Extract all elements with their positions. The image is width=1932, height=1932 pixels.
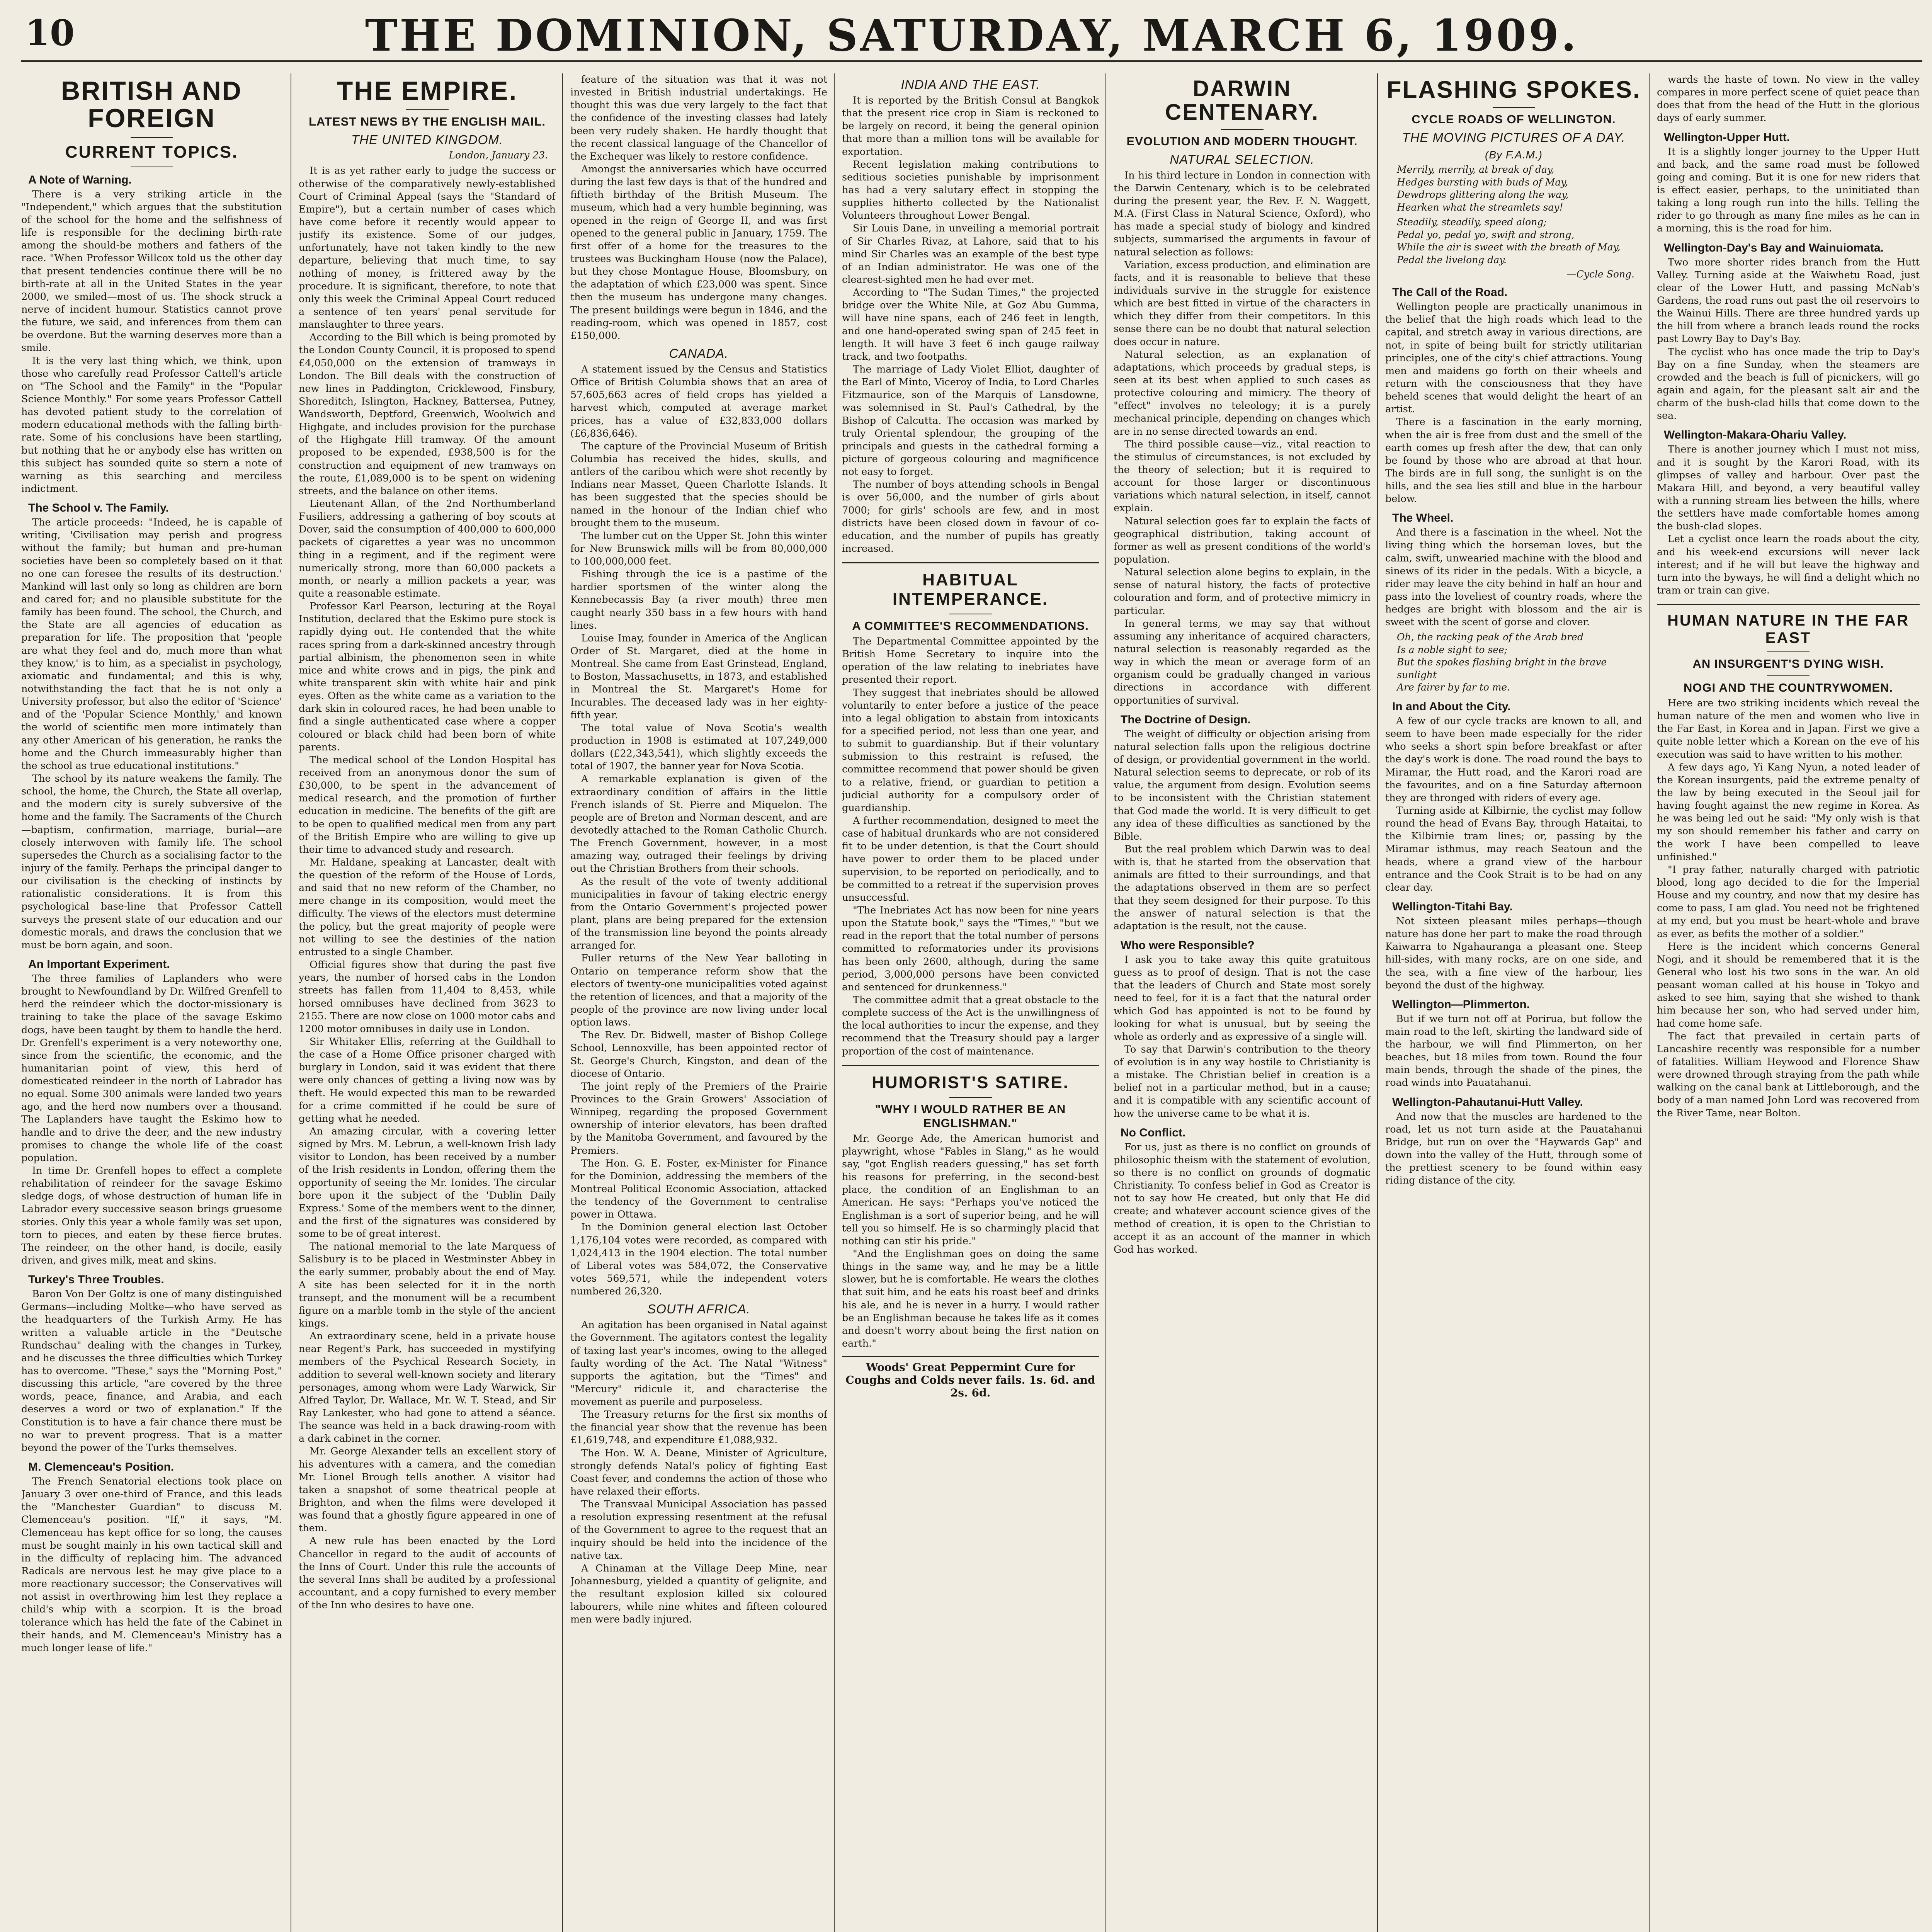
article-paragraph: Wellington people are practically unanimous in the belief that the high roads which lead to the capital, and stretch away in various directions, are not, in spite of being built for strictly utilitarian principles, one of the city's chief attractions. Young men and maidens go forth on their wheels and return with the consciousness that they have beheld scenes that would delight the heart of an artist. bbox=[1385, 301, 1642, 415]
article-paragraph: In the Dominion general election last October 1,176,104 votes were recorded, as compared with 1,024,413 in the 1904 election. The total number of Liberal votes was 584,072, the Conservative votes 569,571, while the independent voters numbered 26,320. bbox=[570, 1221, 827, 1298]
column-empire-continued bbox=[570, 73, 827, 1932]
divider bbox=[1221, 129, 1264, 130]
article-paragraph: The third possible cause—viz., vital reaction to the stimulus of circumstances, is not excluded by the theory of selection; but it is required to account for those larger or discontinuous variations which natural selection, in itself, cannot explain. bbox=[1114, 438, 1371, 514]
article-paragraph: Variation, excess production, and elimination are facts, and it is reasonable to believe that these individuals survive in the struggle for existence which are best fitted in virtue of the characters in which they differ from their competitors. In this sense there can be no doubt that natural selection does occur in nature. bbox=[1114, 259, 1371, 348]
article-paragraph: The Hon. G. E. Foster, ex-Minister for Finance for the Dominion, addressing the members of the Montreal Political Economic Association, attacked the tendency of the Government to centralise power in Ottawa. bbox=[570, 1157, 827, 1221]
article-subheadline: A COMMITTEE'S RECOMMENDATIONS. bbox=[852, 619, 1089, 633]
article-subhead: No Conflict. bbox=[1121, 1126, 1186, 1139]
article-paragraph: A few of our cycle tracks are known to all, and seem to have been made especially for the rider who seeks a short spin before breakfast or after the day's work is done. The road round the bays to Miramar, the Hutt road, and the Karori road are the favourites, and on a fine Saturday afternoon they are thronged with riders of every age. bbox=[1385, 715, 1642, 804]
newspaper-title: THE DOMINION, SATURDAY, MARCH 6, 1909. bbox=[365, 10, 1579, 61]
article-paragraph: Mr. Haldane, speaking at Lancaster, dealt with the question of the reform of the House of Lords, and said that no new reform of the Chamber, no mere change in its composition, would meet the difficulty. The views of the electors must determine the policy, but the great majority of people were not willing to see the destinies of the nation entrusted to a single Chamber. bbox=[299, 856, 556, 958]
article-paragraph: There is a fascination in the early morning, when the air is free from dust and the smell of the earth comes up fresh after the dew, that can only be found by those who are abroad at that hour. The birds are in full song, the sunlight is on the hills, and the sea lies still and blue in the harbour below. bbox=[1385, 416, 1642, 505]
article-paragraph: "The Inebriates Act has now been for nine years upon the Statute book," says the "Times," "but we read in the report that the total number of persons committed to reformatories under its provisions has been only 2600, although, during the same period, 3,000,000 persons have been convicted and sentenced for drunkenness." bbox=[842, 905, 1099, 993]
article-paragraph: But if we turn not off at Porirua, but follow the main road to the left, skirting the landward side of the harbour, we will find Plimmerton, on her beaches, but 18 miles from town. Round the four main bends, through the shade of the pines, the road winds into Pauatahanui. bbox=[1385, 1013, 1642, 1089]
article-paragraph: The medical school of the London Hospital has received from an anonymous donor the sum of £30,000, to be spent in the advancement of medical research, and the promotion of further education in medicine. The benefits of the gift are to be open to qualified medical men from any part of the British Empire who are willing to give up their time to advanced study and research. bbox=[299, 754, 556, 855]
region-heading: NATURAL SELECTION. bbox=[1170, 152, 1315, 167]
article-paragraph: The fact that prevailed in certain parts of Lancashire recently was responsible for a number of fatalities. William Heywood and Florence Shaw were drowned through straying from the path while walking on the canal bank at Littleborough, and the body of a man named John Lord was recovered from the River Tame, near Bolton. bbox=[1657, 1030, 1920, 1119]
region-heading: INDIA AND THE EAST. bbox=[901, 77, 1040, 92]
article-paragraph: feature of the situation was that it was not invested in British industrial undertakings. He thought this was due very largely to the fact that the confidence of the investing classes had lately been very rudely shaken. He hardly thought that the recent classical language of the Chancellor of the Exchequer was likely to restore confidence. bbox=[570, 74, 827, 162]
column-darwin bbox=[1114, 73, 1371, 1932]
article-paragraph: Here is the incident which concerns General Nogi, and it should be remembered that it is the General who lost his two sons in the war. An old peasant woman called at his house in Tokyo and asked to see him, saying that she wished to thank him because her son, who had served under him, had come home safe. bbox=[1657, 940, 1920, 1029]
poem-stanza: Merrily, merrily, at break of day, Hedges bursting with buds of May, Dewdrops glittering along the way, Hearken what the streamlets say! bbox=[1397, 164, 1569, 213]
article-subhead: Who were Responsible? bbox=[1121, 939, 1255, 952]
region-heading: CANADA. bbox=[669, 346, 729, 361]
article-subhead: M. Clemenceau's Position. bbox=[28, 1461, 174, 1473]
divider bbox=[1493, 107, 1535, 108]
article-paragraph: In his third lecture in London in connection with the Darwin Centenary, which is to be celebrated during the present year, the Rev. F. N. Waggett, M.A. (First Class in Natural Science, Oxford), who has made a special study of biology and kindred subjects, summarised the arguments in favour of natural selection as follows: bbox=[1114, 169, 1371, 258]
article-paragraph: "And the Englishman goes on doing the same things in the same way, and he may be a little slower, but he is comfortable. He wears the clothes that suit him, and he eats his roast beef and drinks his ale, and he is never in a hurry. I would rather be an Englishman because he takes life as it comes and doesn't worry about being the first nation on earth." bbox=[842, 1248, 1099, 1349]
article-paragraph: For us, just as there is no conflict on grounds of philosophic theism with the statement of evolution, so there is no conflict on grounds of dogmatic Christianity. To confess belief in God as Creator is not to say how He created, but only that He did create; and whatever account science gives of the method of creation, it is open to the Christian to accept it as an account of the manner in which God has worked. bbox=[1114, 1141, 1371, 1255]
page-number: 10 bbox=[25, 12, 75, 54]
divider bbox=[406, 109, 449, 110]
poem-stanza: Oh, the racking peak of the Arab bred Is a noble sight to see; But the spokes flashing bright in the brave sunlight Are fairer by far to me. bbox=[1397, 631, 1607, 693]
article-paragraph: To say that Darwin's contribution to the theory of evolution is in any way hostile to Christianity is a mistake. The Christian belief in creation is a belief not in a particular method, but in a cause; and it is compatible with any scientific account of how the universe came to be what it is. bbox=[1114, 1043, 1371, 1119]
article-paragraph: Let a cyclist once learn the roads about the city, and his week-end excursions will never lack interest; and if he will but leave the highway and turn into the byways, he will find a delight which no tram or train can give. bbox=[1657, 533, 1920, 596]
article-paragraph: A further recommendation, designed to meet the case of habitual drunkards who are not considered fit to be under detention, is that the Court should have power to order them to be placed under supervision, to be reported on periodically, and to be committed to a retreat if the supervision proves unsuccessful. bbox=[842, 815, 1099, 903]
article-paragraph: According to "The Sudan Times," the projected bridge over the White Nile, at Goz Abu Gumma, will have nine spans, each of 246 feet in length, and one hand-operated swing span of 245 feet in length. It will have 3 feet 6 inch gauge railway track, and two footpaths. bbox=[842, 287, 1099, 362]
divider bbox=[842, 1065, 1099, 1066]
poem-stanza: Steadily, steadily, speed along; Pedal yo, pedal yo, swift and strong, While the air is sweet with the breath of May, Pedal the livelong day. bbox=[1397, 216, 1621, 265]
article-paragraph: They suggest that inebriates should be allowed voluntarily to enter before a justice of the peace into a legal obligation to abstain from intoxicants for a specified period, not less than one year, and to submit to guardianship. But if their voluntary submission to this restraint is refused, the committee recommend that power should be given to a relative, friend, or guardian to petition a judicial authority for a compulsory order of guardianship. bbox=[842, 687, 1099, 814]
article-paragraph: In general terms, we may say that without assuming any inheritance of acquired characters, natural selection is reasonably regarded as the way in which the mean or average form of an organism could be gradually changed in various directions in accordance with different opportunities of survival. bbox=[1114, 617, 1371, 706]
article-paragraph: In time Dr. Grenfell hopes to effect a complete rehabilitation of reindeer for the savage Eskimo sledge dogs, of whose destruction of human life in Labrador every successive season brings gruesome stories. Only this year a whole family was set upon, torn to pieces, and eaten by these fierce brutes. The reindeer, on the other hand, is docile, easily driven, and gives milk, meat and skins. bbox=[21, 1165, 282, 1267]
article-paragraph: The article proceeds: "Indeed, he is capable of writing, 'Civilisation may perish and progress without the family; but human and pre-human societies have been so completely based on it that no one can foresee the results of its destruction.' Mankind will last only so long as children are born and cared for; and no plausible substitute for the family has been found. The school, the Church, and the State are all agencies of education as preparation for life. The proposition that 'people are what they feel and do, much more than what they know,' is to him, as a specialist in psychology, axiomatic and fundamental; and this is why, notwithstanding the fact that he is not only a University professor, but also the editor of 'Science' and of the 'Popular Science Monthly,' and known the world of scientific men more intimately than any other American of his generation, he ranks the home and the Church immeasurably higher than the school as true educational institutions." bbox=[21, 517, 282, 772]
article-paragraph: Louise Imay, founder in America of the Anglican Order of St. Margaret, died at the home in Montreal. She came from East Grinstead, England, to Boston, Massachusetts, in 1873, and established in Montreal the St. Margaret's Home for Incurables. The deceased lady was in her eighty-fifth year. bbox=[570, 632, 827, 721]
region-heading: THE UNITED KINGDOM. bbox=[351, 133, 503, 147]
section-header: BRITISH AND FOREIGN bbox=[61, 76, 242, 133]
article-paragraph: It is a slightly longer journey to the Upper Hutt and back, and the same road must be followed going and coming. But it is one for new riders that is effect easier, perhaps, to the uninitiated than taking a long rough run into the hills. Telling the rider to go through as many fine miles as he can in a morning, this is the road for him. bbox=[1657, 146, 1920, 235]
masthead bbox=[21, 10, 1922, 62]
article-paragraph: It is the very last thing which, we think, upon those who carefully read Professor Cattell's article on "The School and the Family" in the "Popular Science Monthly." For some years Professor Cattell has devoted patient study to the correlation of modern educational methods with the falling birth-rate. Some of his conclusions have been startling, but nothing that he or anybody else has written on this subject has sounded quite so stern a note of warning as this searching and merciless indictment. bbox=[21, 355, 282, 495]
poem-attribution: —Cycle Song. bbox=[1566, 269, 1634, 280]
divider bbox=[1767, 675, 1810, 676]
article-subhead: Wellington-Day's Bay and Wainuiomata. bbox=[1664, 241, 1884, 254]
article-subhead: Wellington-Pahautanui-Hutt Valley. bbox=[1392, 1095, 1583, 1109]
article-paragraph: Fishing through the ice is a pastime of the hardier sportsmen of the winter along the Kennebecassis Bay (a river mouth) three men caught nearly 350 bass in a few hours with hand lines. bbox=[570, 568, 827, 631]
article-paragraph: Mr. George Ade, the American humorist and playwright, whose "Fables in Slang," as he would say, "got English readers guessing," has set forth his reasons for preferring, in the second-best place, the condition of an Englishman to an American. He says: "Perhaps you've noticed the Englishman is a sort of superior being, and he will tell you so himself. He is so charmingly placid that nothing can stir his pride." bbox=[842, 1133, 1099, 1247]
article-paragraph: Baron Von Der Goltz is one of many distinguished Germans—including Moltke—who have served as the headquarters of the Turkish Army. He has written a valuable article in the "Deutsche Rundschau" dealing with the changes in Turkey, and he discusses the three difficulties which Turkey has to overcome. "These," says the "Morning Post," discussing this article, "are covered by the three words, peace, finance, and Arabia, and each deserves a word or two of explanation." If the Constitution is to have a fair chance there must be no war to prevent progress. That is a matter beyond the power of the Turks themselves. bbox=[21, 1288, 282, 1454]
region-heading: THE MOVING PICTURES OF A DAY. bbox=[1402, 130, 1626, 145]
article-headline: HABITUAL INTEMPERANCE. bbox=[892, 570, 1049, 609]
article-paragraph: Professor Karl Pearson, lecturing at the Royal Institution, declared that the Eskimo pure stock is rapidly dying out. He contended that the white races spring from a dark-skinned ancestry through partial albinism, the phenomenon seen in white mice and white crows and in pigs, the pink and white transparent skin with white hair and pink eyes. Often as the white came as a variation to the dark skin in coloured races, he had been unable to find a single authenticated case where a copper coloured or black child had been born of white parents. bbox=[299, 600, 556, 753]
article-paragraph: A new rule has been enacted by the Lord Chancellor in regard to the audit of accounts of the Inns of Court. Under this rule the accounts of the several Inns shall be audited by a professional accountant, and a copy furnished to every member of the Inn who desires to have one. bbox=[299, 1535, 556, 1611]
column-british-foreign bbox=[21, 73, 282, 1932]
divider bbox=[1767, 651, 1810, 652]
article-paragraph: Lieutenant Allan, of the 2nd Northumberland Fusiliers, addressing a gathering of boy scouts at Dover, said the consumption of 400,000 to 600,000 packets of cigarettes a year was no uncommon thing in a regiment, and if the regiment were numerically strong, more than 60,000 packets a month, or nearly a million packets a year, was quite a reasonable estimate. bbox=[299, 498, 556, 600]
article-paragraph: The cyclist who has once made the trip to Day's Bay on a fine Sunday, when the steamers are crowded and the beach is full of picnickers, will go again and again, for the pleasant salt air and the charm of the bush-clad hills that come down to the sea. bbox=[1657, 346, 1920, 422]
article-subheadline: NOGI AND THE COUNTRYWOMEN. bbox=[1683, 681, 1893, 695]
article-paragraph: Turning aside at Kilbirnie, the cyclist may follow round the head of Evans Bay, through Hataitai, to the Kilbirnie tram lines; or, passing by the Miramar isthmus, may reach Seatoun and the heads, where a grand view of the harbour entrance and the Cook Strait is to be had on any clear day. bbox=[1385, 804, 1642, 893]
article-paragraph: Recent legislation making contributions to seditious societies punishable by imprisonment has had a very salutary effect in stopping the supplies hitherto collected by the Nationalist Volunteers throughout Lower Bengal. bbox=[842, 158, 1099, 222]
column-rule bbox=[562, 73, 563, 1932]
article-paragraph: According to the Bill which is being promoted by the London County Council, it is proposed to spend £4,050,000 on the extension of tramways in London. The Bill deals with the construction of new lines in Paddington, Cricklewood, Finsbury, Shoreditch, Islington, Hackney, Battersea, Putney, Wandsworth, Deptford, Greenwich, Woolwich and Highgate, and includes provision for the purchase of the Highgate Hill tramway. Of the amount proposed to be expended, £938,500 is for the construction and equipment of new tramways on the route, £1,089,000 is to be spent on widening streets, and the balance on other items. bbox=[299, 332, 556, 497]
article-paragraph: I ask you to take away this quite gratuitous guess as to proof of design. That is not the case that the leaders of Church and State most sorely need to feel, for it is a fact that the natural order which God has appointed is not to be found by looking for what is unusual, but by seeing the whole as orderly and as expressive of a single will. bbox=[1114, 954, 1371, 1043]
article-paragraph: The Hon. W. A. Deane, Minister of Agriculture, strongly defends Natal's policy of fighting East Coast fever, and condemns the action of those who have relaxed their efforts. bbox=[570, 1447, 827, 1498]
column-rule bbox=[1649, 73, 1650, 1932]
article-subhead: In and About the City. bbox=[1392, 700, 1511, 713]
article-paragraph: The school by its nature weakens the family. The school, the home, the Church, the State all overlap, and the modern city is surely subversive of the home and the family. The Sacraments of the Church—baptism, confirmation, marriage, burial—are closely interwoven with family life. The school supersedes the Church as a socialising factor to the injury of the family. Perhaps the principal danger to our civilisation is the checking of instincts by rationalistic considerations. It is from this psychological base-line that Professor Cattell surveys the present state of our education and our domestic morals, and draws the conclusion that we must be born again, and soon. bbox=[21, 772, 282, 951]
article-paragraph: The number of boys attending schools in Bengal is over 56,000, and the number of girls about 7000; for girls' schools are few, and in most districts have been closed down in favour of co-education, and the number of pupils has greatly increased. bbox=[842, 479, 1099, 554]
article-paragraph: Sir Whitaker Ellis, referring at the Guildhall to the case of a Home Office prisoner charged with burglary in London, said it was evident that there were only chances of getting a living now was by theft. He would expected this man to be rewarded for a crime committed if he could be sure of getting what he needed. bbox=[299, 1036, 556, 1124]
region-heading: SOUTH AFRICA. bbox=[647, 1302, 750, 1316]
article-paragraph: It is reported by the British Consul at Bangkok that the present rice crop in Siam is reckoned to be largely on record, it being the general opinion that more than a million tons will be available for exportation. bbox=[842, 95, 1099, 158]
article-paragraph: The capture of the Provincial Museum of British Columbia has received the hides, skulls, and antlers of the caribou which were shot recently by Indians near Masset, Queen Charlotte Islands. It has been suggested that the species should be named in the honour of the Indian chief who brought them to the museum. bbox=[570, 440, 827, 529]
article-paragraph: Amongst the anniversaries which have occurred during the last few days is that of the hundred and fiftieth birthday of the British Museum. The museum, which had a very humble beginning, was opened in the reign of George II, and was first opened to the general public in January, 1759. The first offer of a home for the treasures to the trustees was Buckingham House (now the Palace), but they chose Montague House, Bloomsbury, on the adaptation of which £23,000 was spent. Since then the museum has undergone many changes. The present buildings were begun in 1846, and the reading-room, which was opened in 1857, cost £150,000. bbox=[570, 163, 827, 342]
article-paragraph: Two more shorter rides branch from the Hutt Valley. Turning aside at the Waiwhetu Road, just clear of the Lower Hutt, and passing McNab's Gardens, the road runs out past the oil reservoirs to the Wainui Hills. There are three hundred yards up the hill from where a branch leads round the rocks past Lowry Bay to Day's Bay. bbox=[1657, 256, 1920, 345]
article-paragraph: The total value of Nova Scotia's wealth production in 1908 is estimated at 107,249,000 dollars (£22,343,541), which slightly exceeds the total of 1907, the banner year for Nova Scotia. bbox=[570, 722, 827, 772]
article-paragraph: Natural selection, as an explanation of adaptations, which proceeds by gradual steps, is seen at its best when applied to such cases as protective colouring and mimicry. The theory of "effect" involves no teleology; it is a purely mechanical principle, depending on changes which are in no sense directed towards an end. bbox=[1114, 349, 1371, 437]
article-paragraph: The weight of difficulty or objection arising from natural selection falls upon the religious doctrine of design, or providential government in the world. Natural selection seems to deprecate, or rob of its value, the argument from design. Evolution seems to be inconsistent with the Christian statement that God made the world. It is very difficult to get any idea of these difficulties as sanctioned by the Bible. bbox=[1114, 728, 1371, 842]
divider bbox=[1657, 604, 1920, 605]
article-paragraph: The committee admit that a great obstacle to the complete success of the Act is the unwillingness of the local authorities to incur the expense, and they recommend that the Treasury should pay a larger proportion of the cost of maintenance. bbox=[842, 994, 1099, 1057]
article-paragraph: The Treasury returns for the first six months of the financial year show that the revenue has been £1,619,748, and expenditure £1,088,932. bbox=[570, 1409, 827, 1446]
article-paragraph: There is another journey which I must not miss, and it is sought by the Karori Road, with its glimpses of valley and harbour. Over past the Makara Hill, and beyond, a very beautiful valley with a running stream lies between the hills, where the settlers have made comfortable homes among the bush-clad slopes. bbox=[1657, 444, 1920, 532]
section-header: THE EMPIRE. bbox=[337, 76, 518, 105]
article-subheadline: AN INSURGENT'S DYING WISH. bbox=[1692, 657, 1884, 671]
article-paragraph: An amazing circular, with a covering letter signed by Mrs. M. Lebrun, a well-known Irish lady visitor to London, has been received by a number of the Irish residents in London, offering them the opportunity of seeing the Mr. Ionides. The circular bore upon it the subject of the 'Dublin Daily Express.' Some of the members went to the dinner, and the first of the signatures was considered by some to be of great interest. bbox=[299, 1125, 556, 1240]
article-paragraph: wards the haste of town. No view in the valley compares in more perfect scene of quiet peace than does that from the head of the Hutt in the glorious days of early summer. bbox=[1657, 74, 1920, 124]
article-paragraph: A statement issued by the Census and Statistics Office of British Columbia shows that an area of 57,605,663 acres of field crops has yielded a harvest which, computed at average market prices, has a value of £32,833,000 dollars (£6,836,646). bbox=[570, 363, 827, 439]
article-paragraph: The joint reply of the Premiers of the Prairie Provinces to the Grain Growers' Association of Winnipeg, regarding the proposed Government ownership of interior elevators, has been drafted by the Manitoba Government, and favoured by the Premiers. bbox=[570, 1080, 827, 1156]
article-headline: HUMAN NATURE IN THE FAR EAST bbox=[1667, 612, 1909, 647]
article-paragraph: As the result of the vote of twenty additional municipalities in favour of taking electric energy from the Ontario Government's projected power plant, plans are being prepared for the extension of the transmission line beyond the points already arranged for. bbox=[570, 876, 827, 952]
article-paragraph: A few days ago, Yi Kang Nyun, a noted leader of the Korean insurgents, paid the extreme penalty of the law by being executed in the Seoul jail for having fought against the new regime in Korea. As he was being led out he said: "My only wish is that my son should remember his father and carry on the work I have been compelled to leave unfinished." bbox=[1657, 761, 1920, 863]
section-header: FLASHING SPOKES. bbox=[1386, 77, 1641, 103]
article-headline: HUMORIST'S SATIRE. bbox=[872, 1073, 1069, 1092]
article-paragraph: Sir Louis Dane, in unveiling a memorial portrait of Sir Charles Rivaz, at Lahore, said that to his mind Sir Charles was an example of the best type of an Indian administrator. He was one of the clearest-sighted men he had ever met. bbox=[842, 223, 1099, 286]
dateline: London, January 23. bbox=[449, 150, 548, 161]
article-paragraph: The three families of Laplanders who were brought to Newfoundland by Dr. Wilfred Grenfell to herd the reindeer which the doctor-missionary is training to take the place of the savage Eskimo dogs, have been taught by them to handle the herd. Dr. Grenfell's experiment is a very noteworthy one, since from the scientific, the economic, and the humanitarian point of view, this herd of domesticated reindeer in the north of Labrador has no equal. Some 300 animals were landed two years ago, and the herd now numbers over a thousand. The Laplanders have taught the Eskimo how to handle and to drive the deer, and the new industry promises to change the whole life of the coast population. bbox=[21, 973, 282, 1164]
article-paragraph: And now that the muscles are hardened to the road, let us not turn aside at the Pauatahanui Bridge, but run on over the "Haywards Gap" and down into the valley of the Hutt, through some of the prettiest scenery to be found within easy riding distance of the city. bbox=[1385, 1111, 1642, 1187]
column-cycling-far-east bbox=[1657, 73, 1920, 1932]
article-subheadline: "WHY I WOULD RATHER BE AN ENGLISHMAN." bbox=[875, 1102, 1066, 1130]
article-subhead: Wellington—Plimmerton. bbox=[1392, 998, 1530, 1011]
article-subhead: The Wheel. bbox=[1392, 512, 1454, 525]
byline: (By F.A.M.) bbox=[1485, 149, 1543, 161]
article-subhead: Wellington-Upper Hutt. bbox=[1664, 131, 1790, 144]
article-paragraph: But the real problem which Darwin was to deal with is, that he started from the observation that animals are fitted to their surroundings, and that the adaptations observed in them are so perfect that they seem designed for their purpose. To this the answer of natural selection is that the adaptation is the result, not the cause. bbox=[1114, 843, 1371, 932]
article-paragraph: Mr. George Alexander tells an excellent story of his adventures with a camera, and the comedian Mr. Lionel Brough tells another. A visitor had taken a snapshot of some theatrical people at Brighton, and when the films were developed it was found that a ghostly figure appeared in one of them. bbox=[299, 1446, 556, 1534]
article-subhead: Wellington-Titahi Bay. bbox=[1392, 900, 1513, 913]
article-paragraph: There is a very striking article in the "Independent," which argues that the substitution of the school for the home and the selfishness of life is responsible for the declining birth-rate among the should-be mothers and fathers of the race. "When Professor Willcox told us the other day that present tendencies continue there will be no birth-rate at all in the United States in the year 2000, we smiled—most of us. The shock struck a nerve of incident humour. Statistics cannot prove the future, we said, and inferences from them can be overdone. But the warning deserves more than a smile. bbox=[21, 188, 282, 354]
column-rule bbox=[1105, 73, 1106, 1932]
article-subhead: A Note of Warning. bbox=[28, 173, 132, 186]
article-paragraph: An agitation has been organised in Natal against the Government. The agitators contest the legality of taxing last year's incomes, owing to the alleged faulty wording of the Act. The Natal "Witness" supports the agitation, but the "Times" and "Mercury" ridicule it, and characterise the movement as puerile and purposeless. bbox=[570, 1319, 827, 1408]
article-subhead: Turkey's Three Troubles. bbox=[28, 1273, 164, 1286]
article-paragraph: The national memorial to the late Marquess of Salisbury is to be placed in Westminster Abbey in the early summer, probably about the end of May. A site has been selected for it in the north transept, and the monument will be a recumbent figure on a marble tomb in the style of the ancient kings. bbox=[299, 1241, 556, 1330]
column-rule bbox=[834, 73, 835, 1932]
column-india-intemperance-satire bbox=[842, 73, 1099, 1932]
article-paragraph: And there is a fascination in the wheel. Not the living thing which the horseman loves, but the calm, swift, unwearied machine with the blood and sinews of its rider in the pedals. With a bicycle, a rider may leave the city behind in half an hour and pass into the loveliest of country roads, where the hedges are bright with blossom and the air is sweet with the scent of gorse and clover. bbox=[1385, 527, 1642, 628]
article-subhead: An Important Experiment. bbox=[28, 957, 170, 971]
article-subhead: The Doctrine of Design. bbox=[1121, 713, 1251, 726]
article-paragraph: "I pray father, naturally charged with patriotic blood, long ago decided to die for the Imperial House and my country, and now that my desire has come to pass, I am glad. You need not be frightened at my end, but you must be heart-whole and brave as ever, as befits the mother of a soldier." bbox=[1657, 864, 1920, 940]
article-paragraph: A remarkable explanation is given of the extraordinary condition of affairs in the little French islands of St. Pierre and Miquelon. The people are of Breton and Norman descent, and are devotedly attached to the Roman Catholic Church. The French Government, however, in a most amazing way, outraged their feelings by driving out the Christian Brothers from their schools. bbox=[570, 773, 827, 875]
article-paragraph: Official figures show that during the past five years, the number of horsed cabs in the London streets has fallen from 11,404 to 8,453, while horsed omnibuses have declined from 3623 to 2155. There are now close on 1000 motor cabs and 1200 motor omnibuses in daily use in London. bbox=[299, 959, 556, 1035]
section-subheader: EVOLUTION AND MODERN THOUGHT. bbox=[1126, 134, 1358, 148]
divider bbox=[842, 562, 1099, 563]
advertisement: Woods' Great Peppermint Cure for Coughs and Colds never fails. 1s. 6d. and 2s. 6d. bbox=[842, 1356, 1099, 1403]
divider bbox=[949, 1097, 992, 1098]
article-paragraph: The marriage of Lady Violet Elliot, daughter of the Earl of Minto, Viceroy of India, to Lord Charles Fitzmaurice, son of the Marquis of Lansdowne, was solemnised in St. Paul's Cathedral, by the Bishop of Calcutta. The occasion was marked by truly Oriental splendour, the grouping of the principals and guests in the cathedral forming a picture of gorgeous colouring and magnificence not easy to forget. bbox=[842, 363, 1099, 478]
article-paragraph: Not sixteen pleasant miles perhaps—though nature has done her part to make the road through Kaiwarra to Ngahauranga a pleasant one. Steep hill-sides, with many rocks, are on one side, and the sea, with a fine view of the harbour, lies beyond the dust of the highway. bbox=[1385, 915, 1642, 991]
article-paragraph: The Rev. Dr. Bidwell, master of Bishop College School, Lennoxville, has been appointed rector of St. George's Church, Kingston, and dean of the diocese of Ontario. bbox=[570, 1029, 827, 1080]
divider bbox=[131, 137, 173, 138]
article-subhead: The School v. The Family. bbox=[28, 502, 169, 515]
article-paragraph: The Transvaal Municipal Association has passed a resolution expressing resentment at the refusal of the Government to agree to the request that an inquiry should be held into the incidence of the native tax. bbox=[570, 1498, 827, 1561]
article-paragraph: It is as yet rather early to judge the success or otherwise of the comparatively newly-established Court of Criminal Appeal (says the "Standard of Empire"), but a certain number of cases which have come before it recently would appear to justify its existence. Some of our judges, unfortunately, have not taken kindly to the new departure, believing that much time, to say nothing of money, is frittered away by the procedure. It is significant, therefore, to note that only this week the Criminal Appeal Court reduced a sentence of ten years' penal servitude for manslaughter to three years. bbox=[299, 165, 556, 331]
article-paragraph: Natural selection alone begins to explain, in the sense of natural history, the facts of protective colouration and form, and of protective mimicry in particular. bbox=[1114, 566, 1371, 617]
article-paragraph: A Chinaman at the Village Deep Mine, near Johannesburg, yielded a quantity of gelignite, and the resultant explosion killed six coloured labourers, while nine whites and fifteen coloured men were badly injured. bbox=[570, 1562, 827, 1626]
article-paragraph: Fuller returns of the New Year balloting in Ontario on temperance reform show that the electors of twenty-one municipalities voted against the retention of licences, and that a majority of the people of the province are now living under local option laws. bbox=[570, 952, 827, 1029]
section-header: DARWIN CENTENARY. bbox=[1165, 76, 1319, 125]
article-paragraph: Here are two striking incidents which reveal the human nature of the men and women who live in the Far East, in Korea and in Japan. First we give a quite noble letter which a Korean on the eve of his execution was said to have written to his mother. bbox=[1657, 697, 1920, 760]
column-rule bbox=[1377, 73, 1378, 1932]
article-paragraph: Natural selection goes far to explain the facts of geographical distribution, taking account of former as well as present conditions of the world's population. bbox=[1114, 515, 1371, 565]
article-subhead: The Call of the Road. bbox=[1392, 286, 1508, 299]
article-paragraph: The French Senatorial elections took place on January 3 over one-third of France, and this leads the "Manchester Guardian" to discuss M. Clemenceau's position. "If," it says, "M. Clemenceau has kept office for so long, the causes must be sought mainly in his own tactical skill and in the difficulty of replacing him. The advanced Radicals are nervous lest he may give place to a more reactionary successor; the Conservatives will not assist in overthrowing him lest they replace a child's whip with a scorpion. It is the broad tolerance which has held the fate of the Cabinet in their hands, and M. Clemenceau's Ministry has a much longer lease of life." bbox=[21, 1476, 282, 1654]
column-flashing-spokes bbox=[1385, 73, 1642, 1932]
section-subheader: CURRENT TOPICS. bbox=[65, 142, 238, 162]
section-subheader: LATEST NEWS BY THE ENGLISH MAIL. bbox=[309, 115, 546, 129]
article-paragraph: An extraordinary scene, held in a private house near Regent's Park, has succeeded in mystifying members of the Psychical Research Society, in addition to several well-known society and literary personages, among whom were Lady Warwick, Sir Alfred Taylor, Dr. Wallace, Mr. W. T. Stead, and Sir Ray Lankester, who had gone to attend a séance. The seance was held in a back drawing-room with a dark cabinet in the corner. bbox=[299, 1330, 556, 1445]
column-empire bbox=[299, 73, 556, 1932]
page-columns bbox=[21, 73, 1922, 1932]
article-subhead: Wellington-Makara-Ohariu Valley. bbox=[1664, 429, 1847, 442]
section-subheader: CYCLE ROADS OF WELLINGTON. bbox=[1412, 112, 1616, 126]
article-paragraph: The lumber cut on the Upper St. John this winter for New Brunswick mills will be from 80,000,000 to 100,000,000 feet. bbox=[570, 530, 827, 568]
article-paragraph: The Departmental Committee appointed by the British Home Secretary to inquire into the operation of the law relating to inebriates have presented their report. bbox=[842, 636, 1099, 686]
